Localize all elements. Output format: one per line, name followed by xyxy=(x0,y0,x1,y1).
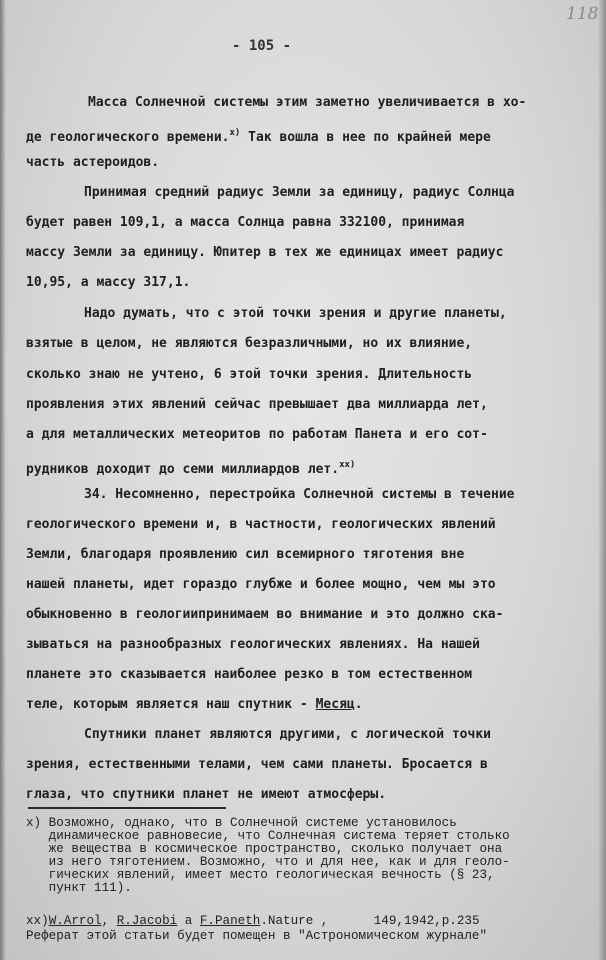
footnote-line-5: гических явлений, имеет место геологическая вечность (§ 23, xyxy=(26,868,495,882)
body-line-12: а для металлических метеоритов по работам Панета и его сот- xyxy=(26,427,488,442)
body-line-8: Надо думать, что с этой точки зрения и другие планеты, xyxy=(84,306,507,321)
author-paneth: F.Paneth xyxy=(199,914,261,928)
body-line-22: Спутники планет являются другими, с логической точки xyxy=(84,727,491,742)
body-line-4: Принимая средний радиус Земли за единицу, радиус Солнца xyxy=(84,185,515,200)
author-jacobi: R.Jacobi xyxy=(116,914,178,928)
body-line-3: часть астероидов. xyxy=(26,155,160,170)
body-line-7: 10,95, а массу 317,1. xyxy=(26,275,191,290)
footnote-ref-xx: xx) xyxy=(339,460,356,470)
body-line-11: проявления этих явлений сейчас превышает два миллиарда лет, xyxy=(26,397,488,412)
body-line-6: массу Земли за единицу. Юпитер в тех же единицах имеет радиус xyxy=(26,245,504,260)
footnote-separator xyxy=(28,807,226,809)
body-line-19: зываться на разнообразных геологических явлениях. На нашей xyxy=(26,637,480,652)
body-line-13-text: рудников доходит до семи миллиардов лет. xyxy=(26,462,340,477)
body-line-2-text: де геологического времени. xyxy=(26,130,230,145)
footnote-xx-citation xyxy=(26,915,480,928)
body-line-2 xyxy=(26,125,491,146)
body-line-1: Масса Солнечной системы этим заметно увеличивается в хо- xyxy=(88,95,527,110)
footnote-line-4: из него тяготением. Возможно, что и для нее, как и для геоло- xyxy=(26,855,510,869)
body-line-9: взятые в целом, не являются безразличными, но их влияние, xyxy=(26,336,473,351)
footnote-ref-x: x) xyxy=(229,128,241,138)
body-line-24: глаза, что спутники планет не имеют атмосферы. xyxy=(26,787,387,802)
footnote-line-3: же вещества в космическое пространство, сколько получает она xyxy=(26,842,503,856)
body-line-13 xyxy=(26,457,355,478)
footnote-line-1: x) Возможно, однако, что в Солнечной системе установилось xyxy=(26,816,457,830)
body-line-21-end: . xyxy=(354,697,363,712)
footnote-xx-marker: xx) xyxy=(26,914,49,928)
body-line-18: обыкновенно в геологиипринимаем во внимание и это должно ска- xyxy=(26,607,504,622)
footnote-xx-abstract-note: Реферат этой статьи будет помещен в "Астрономическом журнале" xyxy=(26,929,488,943)
body-line-14: 34. Несомненно, перестройка Солнечной системы в течение xyxy=(84,487,515,502)
scan-right-edge-shadow xyxy=(598,0,606,960)
journal-name: .Nature , xyxy=(260,914,329,928)
scan-left-edge-shadow xyxy=(0,0,6,960)
body-line-20: планете это сказывается наиболее резко в том естественном xyxy=(26,667,473,682)
conjunction-a: a xyxy=(177,914,200,928)
underlined-word-mesyats: Месяц xyxy=(315,697,355,712)
body-line-5: будет равен 109,1, а масса Солнца равна 332100, принимая xyxy=(26,215,465,230)
author-arrol: W.Arrol xyxy=(48,914,102,928)
body-line-2-rest: Так вошла в нее по крайней мере xyxy=(240,130,491,145)
body-line-16: Земли, благодаря проявлению сил всемирного тяготения вне xyxy=(26,547,465,562)
page-number: - 105 - xyxy=(232,38,292,54)
body-line-10: сколько знаю не учтено, 6 этой точки зрения. Длительность xyxy=(26,367,473,382)
body-line-21 xyxy=(26,697,363,713)
body-line-17: нашей планеты, идет гораздо глубже и более мощно, чем мы это xyxy=(26,577,496,592)
footnote-line-6: пункт 111). xyxy=(26,881,132,895)
handwritten-folio-number: 118 xyxy=(566,4,599,24)
body-line-21-text: теле, которым является наш спутник - xyxy=(26,697,316,712)
body-line-15: геологического времени и, в частности, геологических явлений xyxy=(26,517,496,532)
separator-comma: , xyxy=(101,914,117,928)
journal-volume-year-page: 149,1942,p.235 xyxy=(328,914,480,928)
footnote-line-2: динамическое равновесие, что Солнечная система теряет столько xyxy=(26,829,510,843)
body-line-23: зрения, естественными телами, чем сами планеты. Бросается в xyxy=(26,757,488,772)
